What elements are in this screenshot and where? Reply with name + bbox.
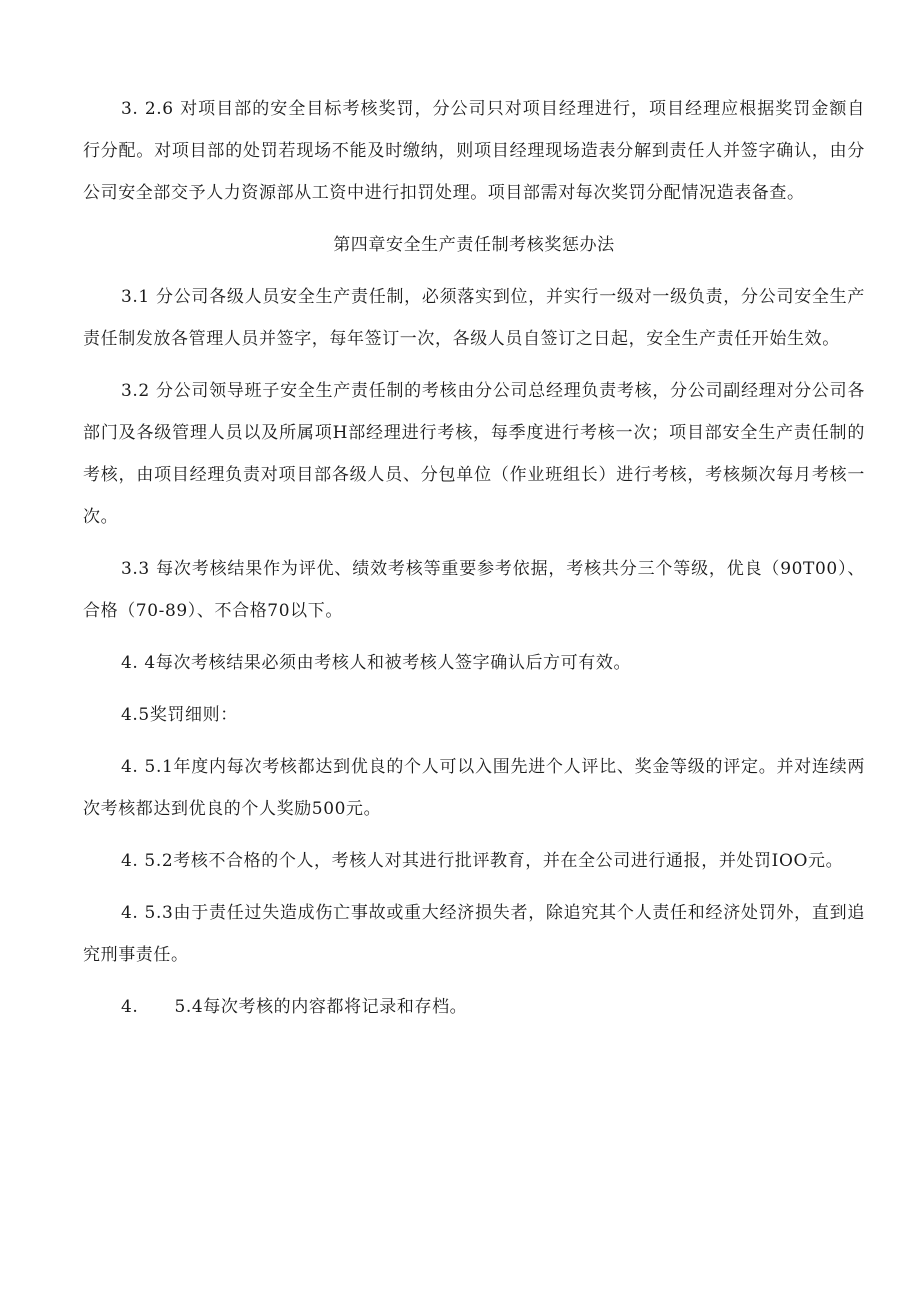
paragraph-4-5-2: 4. 5.2考核不合格的个人，考核人对其进行批评教育，并在全公司进行通报，并处罚IOO元。 bbox=[121, 851, 844, 871]
paragraph-4-5: 4.5奖罚细则： bbox=[121, 705, 238, 725]
paragraph-3-2: 3.2 分公司领导班子安全生产责任制的考核由分公司总经理负责考核，分公司副经理对分公司各部门及各级管理人员以及所属项H部经理进行考核，每季度进行考核一次；项目部安全生产责任制的考核，由项目经理负责对项目部各级人员、分包单位（作业班组长）进行考核，考核频次每月考核一次。 bbox=[83, 381, 865, 527]
chapter-title: 第四章安全生产责任制考核奖惩办法 bbox=[333, 235, 615, 255]
paragraph-3-3: 3.3 每次考核结果作为评优、绩效考核等重要参考依据，考核共分三个等级，优良（90T00）、合格（70-89）、不合格70以下。 bbox=[83, 559, 865, 621]
paragraph-3-2-6: 3. 2.6 对项目部的安全目标考核奖罚，分公司只对项目经理进行，项目经理应根据奖罚金额自行分配。对项目部的处罚若现场不能及时缴纳，则项目经理现场造表分解到责任人并签字确认，由分公司安全部交予人力资源部从工资中进行扣罚处理。项目部需对每次奖罚分配情况造表备查。 bbox=[83, 99, 865, 203]
paragraph-4-5-4: 4. 5.4每次考核的内容都将记录和存档。 bbox=[121, 997, 468, 1017]
paragraph-3-1: 3.1 分公司各级人员安全生产责任制，必须落实到位，并实行一级对一级负责，分公司安全生产责任制发放各管理人员并签字，每年签订一次，各级人员自签订之日起，安全生产责任开始生效。 bbox=[83, 287, 865, 349]
paragraph-4-4: 4. 4每次考核结果必须由考核人和被考核人签字确认后方可有效。 bbox=[121, 653, 632, 673]
paragraph-4-5-3: 4. 5.3由于责任过失造成伤亡事故或重大经济损失者，除追究其个人责任和经济处罚外，直到追究刑事责任。 bbox=[83, 903, 865, 965]
paragraph-4-5-1: 4. 5.1年度内每次考核都达到优良的个人可以入围先进个人评比、奖金等级的评定。并对连续两次考核都达到优良的个人奖励500元。 bbox=[83, 757, 865, 819]
